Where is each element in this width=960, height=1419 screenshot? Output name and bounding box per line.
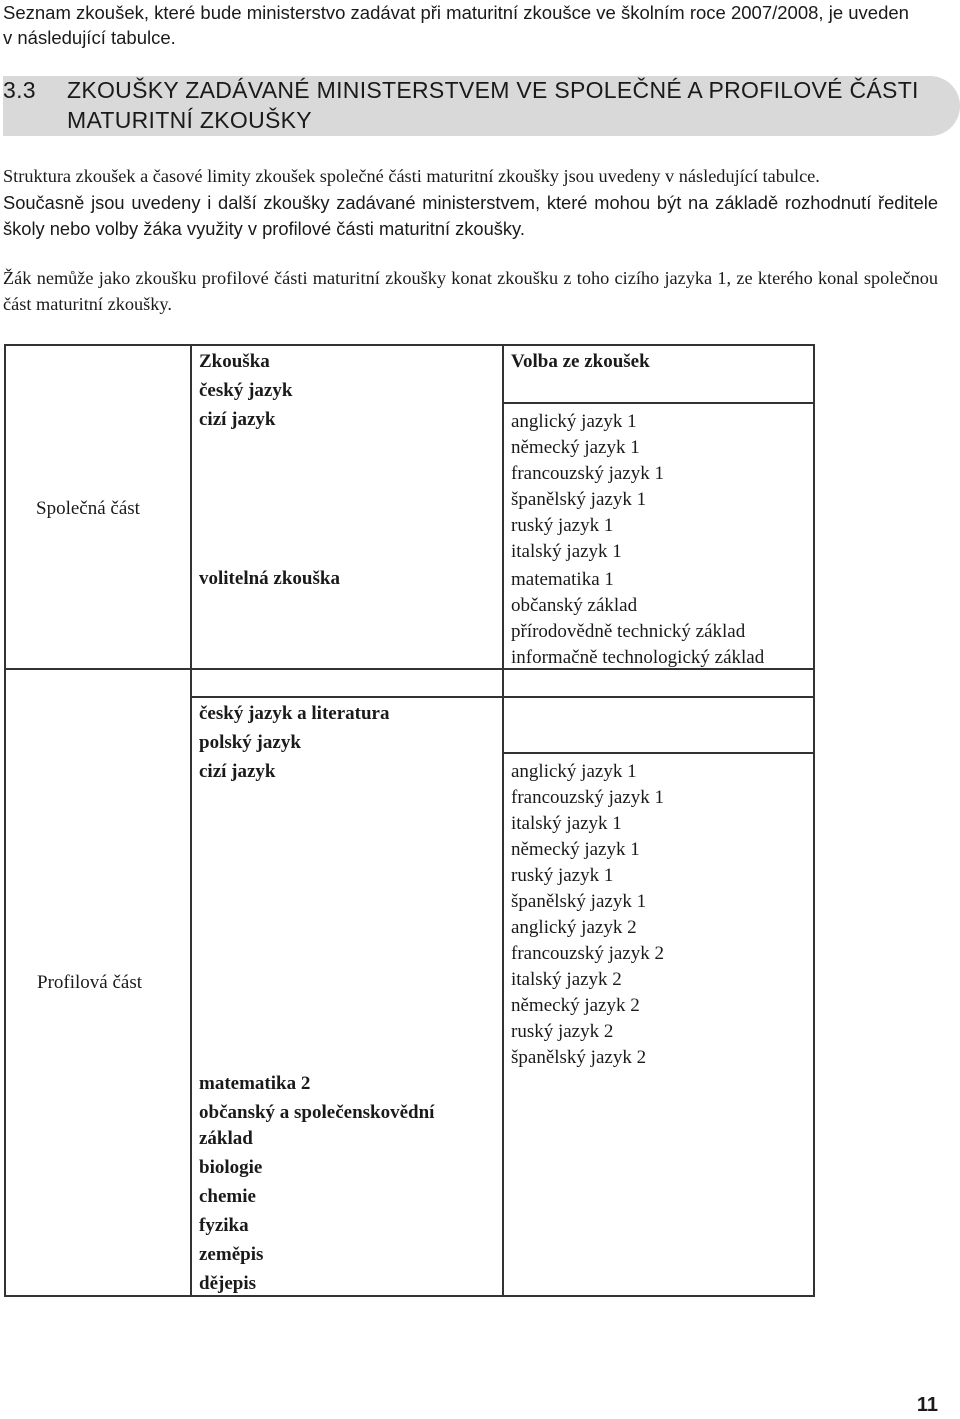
option-item: španělský jazyk 2: [511, 1047, 647, 1068]
common-part-label: Společná část: [36, 498, 140, 519]
option-item: ruský jazyk 2: [511, 1021, 614, 1042]
option-item: německý jazyk 1: [511, 839, 640, 860]
profile-part-label-cell: [4, 668, 192, 1297]
profile-choice-cell-top: [502, 696, 815, 754]
subject-item: občanský a společenskovědní: [199, 1102, 435, 1123]
option-item: španělský jazyk 1: [511, 891, 647, 912]
intro-line-1: Seznam zkoušek, které bude ministerstvo zadávat při maturitní zkoušce ve školním roce 2007/2008, je uveden: [3, 2, 909, 23]
option-item: německý jazyk 1: [511, 437, 640, 458]
profile-exam-cell: [190, 696, 504, 1297]
option-item: anglický jazyk 1: [511, 761, 637, 782]
intro-text: [3, 0, 948, 50]
profile-part-label: Profilová část: [37, 972, 143, 993]
subject-item: biologie: [199, 1157, 263, 1178]
common-choice-header-cell: [502, 344, 815, 404]
option-item: německý jazyk 2: [511, 995, 640, 1016]
subject-item: chemie: [199, 1186, 256, 1207]
option-item: přírodovědně technický základ: [511, 621, 746, 642]
exam-foreign-language: cizí jazyk: [199, 761, 276, 782]
option-item: anglický jazyk 2: [511, 917, 637, 938]
option-item: italský jazyk 2: [511, 969, 622, 990]
option-item: ruský jazyk 1: [511, 515, 614, 536]
option-item: francouzský jazyk 1: [511, 787, 664, 808]
common-exam-cell: [190, 344, 504, 670]
subject-item: matematika 2: [199, 1073, 311, 1094]
section-heading: [3, 76, 960, 136]
subject-item: fyzika: [199, 1215, 249, 1236]
page-number: 11: [916, 1394, 938, 1416]
paragraph-additional-exams: Současně jsou uvedeny i další zkoušky zadávané ministerstvem, které mohou být na základě rozhodnutí ředitele školy nebo volby žáka využity v profilové části maturitní zkoušky.: [3, 192, 938, 239]
intro-line-2: v následující tabulce.: [3, 27, 176, 48]
choice-column-header: Volba ze zkoušek: [511, 351, 650, 372]
exam-foreign-language: cizí jazyk: [199, 409, 276, 430]
option-item: italský jazyk 1: [511, 813, 622, 834]
common-choice-cell: [502, 402, 815, 670]
paragraph-structure: Struktura zkoušek a časové limity zkoušek společné části maturitní zkoušky jsou uvedeny v následující tabulce.: [3, 166, 820, 186]
exam-column-header: Zkouška: [199, 351, 270, 372]
profile-choice-cell: [502, 752, 815, 1297]
option-item: italský jazyk 1: [511, 541, 622, 562]
option-item: matematika 1: [511, 569, 614, 590]
option-item: francouzský jazyk 2: [511, 943, 664, 964]
option-item: anglický jazyk 1: [511, 411, 637, 432]
section-number: 3.3: [3, 77, 36, 103]
exam-czech: český jazyk: [199, 380, 293, 401]
profile-spacer-cell: [190, 668, 504, 698]
profile-spacer-cell-right: [502, 668, 815, 698]
paragraph-restriction: Žák nemůže jako zkoušku profilové části maturitní zkoušky konat zkoušku z toho cizího jazyka 1, ze kterého konal společnou část maturitní zkoušky.: [3, 268, 938, 314]
common-part-label-cell: [4, 344, 192, 670]
option-item: španělský jazyk 1: [511, 489, 647, 510]
subject-item: základ: [199, 1128, 253, 1149]
exam-elective: volitelná zkouška: [199, 568, 340, 589]
section-title-line-1: ZKOUŠKY ZADÁVANÉ MINISTERSTVEM VE SPOLEČNÉ A PROFILOVÉ ČÁSTI: [67, 77, 919, 103]
option-item: informačně technologický základ: [511, 647, 765, 668]
subject-item: zeměpis: [199, 1244, 264, 1265]
section-title-line-2: MATURITNÍ ZKOUŠKY: [67, 107, 312, 133]
option-item: francouzský jazyk 1: [511, 463, 664, 484]
exam-czech-literature: český jazyk a literatura: [199, 703, 390, 724]
option-item: občanský základ: [511, 595, 638, 616]
option-item: ruský jazyk 1: [511, 865, 614, 886]
exam-polish: polský jazyk: [199, 732, 301, 753]
subject-item: dějepis: [199, 1273, 256, 1294]
